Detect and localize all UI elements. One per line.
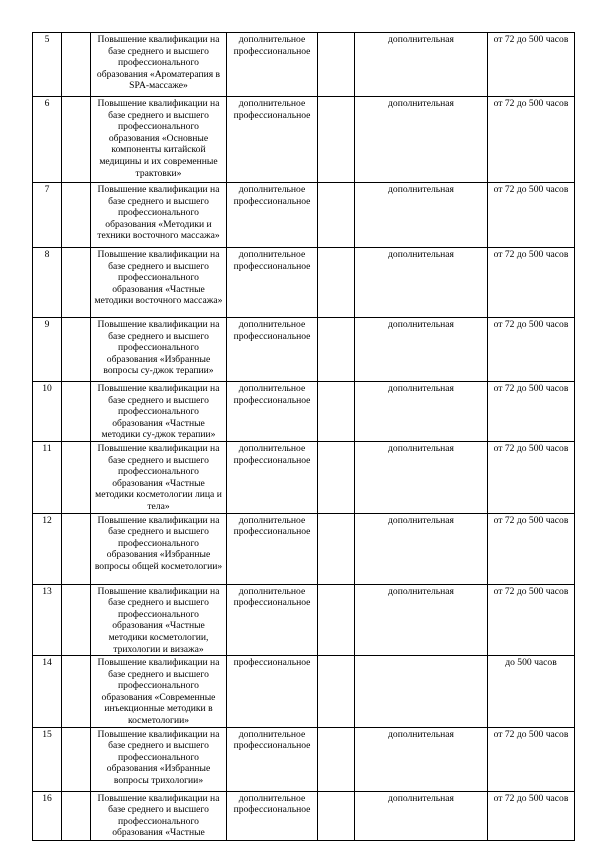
program-name: Повышение квалификации на базе среднего и высшего профессионального образования «Избранные вопросы общей косметологии» bbox=[91, 513, 227, 584]
education-type: профессиональное bbox=[227, 656, 318, 728]
program-duration: от 72 до 500 часов bbox=[488, 441, 575, 513]
row-number: 7 bbox=[33, 183, 62, 248]
program-kind: дополнительная bbox=[355, 33, 488, 97]
program-name: Повышение квалификации на базе среднего и высшего профессионального образования «Частные bbox=[91, 791, 227, 840]
table-row bbox=[33, 97, 575, 183]
empty-cell bbox=[62, 382, 91, 442]
table-row bbox=[33, 382, 575, 442]
program-kind: дополнительная bbox=[355, 513, 488, 584]
table-row bbox=[33, 513, 575, 584]
document-page bbox=[32, 32, 574, 841]
empty-cell bbox=[62, 791, 91, 840]
empty-cell bbox=[62, 513, 91, 584]
empty-cell bbox=[62, 248, 91, 318]
empty-cell bbox=[318, 183, 355, 248]
program-kind: дополнительная bbox=[355, 183, 488, 248]
empty-cell bbox=[62, 584, 91, 656]
empty-cell bbox=[318, 727, 355, 791]
table-row bbox=[33, 183, 575, 248]
empty-cell bbox=[62, 441, 91, 513]
empty-cell bbox=[62, 318, 91, 382]
row-number: 9 bbox=[33, 318, 62, 382]
row-number: 14 bbox=[33, 656, 62, 728]
program-duration: от 72 до 500 часов bbox=[488, 318, 575, 382]
program-name: Повышение квалификации на базе среднего и высшего профессионального образования «Ароматерапия в SPA-массаже» bbox=[91, 33, 227, 97]
program-kind: дополнительная bbox=[355, 791, 488, 840]
empty-cell bbox=[62, 97, 91, 183]
empty-cell bbox=[318, 584, 355, 656]
empty-cell bbox=[318, 441, 355, 513]
program-duration: до 500 часов bbox=[488, 656, 575, 728]
table-row bbox=[33, 584, 575, 656]
education-type: дополнительное профессиональное bbox=[227, 97, 318, 183]
row-number: 16 bbox=[33, 791, 62, 840]
empty-cell bbox=[318, 656, 355, 728]
row-number: 11 bbox=[33, 441, 62, 513]
program-kind: дополнительная bbox=[355, 318, 488, 382]
program-name: Повышение квалификации на базе среднего и высшего профессионального образования «Частные методики восточного массажа» bbox=[91, 248, 227, 318]
programs-table bbox=[32, 32, 575, 841]
table-row bbox=[33, 441, 575, 513]
program-duration: от 72 до 500 часов bbox=[488, 727, 575, 791]
table-row bbox=[33, 656, 575, 728]
program-kind: дополнительная bbox=[355, 727, 488, 791]
program-duration: от 72 до 500 часов bbox=[488, 97, 575, 183]
row-number: 13 bbox=[33, 584, 62, 656]
program-duration: от 72 до 500 часов bbox=[488, 183, 575, 248]
education-type: дополнительное профессиональное bbox=[227, 382, 318, 442]
empty-cell bbox=[318, 248, 355, 318]
empty-cell bbox=[62, 727, 91, 791]
education-type: дополнительное профессиональное bbox=[227, 33, 318, 97]
program-duration: от 72 до 500 часов bbox=[488, 382, 575, 442]
program-kind: дополнительная bbox=[355, 441, 488, 513]
empty-cell bbox=[318, 791, 355, 840]
program-kind bbox=[355, 656, 488, 728]
program-kind: дополнительная bbox=[355, 248, 488, 318]
program-duration: от 72 до 500 часов bbox=[488, 248, 575, 318]
program-name: Повышение квалификации на базе среднего и высшего профессионального образования «Методики и техники восточного массажа» bbox=[91, 183, 227, 248]
education-type: дополнительное профессиональное bbox=[227, 727, 318, 791]
program-duration: от 72 до 500 часов bbox=[488, 33, 575, 97]
program-name: Повышение квалификации на базе среднего и высшего профессионального образования «Частные методики косметологии, трихологии и визажа» bbox=[91, 584, 227, 656]
program-name: Повышение квалификации на базе среднего и высшего профессионального образования «Современные инъекционные методики в косметологии» bbox=[91, 656, 227, 728]
table-row bbox=[33, 727, 575, 791]
education-type: дополнительное профессиональное bbox=[227, 513, 318, 584]
row-number: 6 bbox=[33, 97, 62, 183]
row-number: 5 bbox=[33, 33, 62, 97]
row-number: 10 bbox=[33, 382, 62, 442]
education-type: дополнительное профессиональное bbox=[227, 183, 318, 248]
empty-cell bbox=[62, 183, 91, 248]
table-row bbox=[33, 791, 575, 840]
program-kind: дополнительная bbox=[355, 97, 488, 183]
empty-cell bbox=[318, 382, 355, 442]
program-duration: от 72 до 500 часов bbox=[488, 791, 575, 840]
empty-cell bbox=[318, 97, 355, 183]
empty-cell bbox=[318, 513, 355, 584]
empty-cell bbox=[318, 318, 355, 382]
education-type: дополнительное профессиональное bbox=[227, 584, 318, 656]
empty-cell bbox=[62, 33, 91, 97]
education-type: дополнительное профессиональное bbox=[227, 248, 318, 318]
program-name: Повышение квалификации на базе среднего и высшего профессионального образования «Избранные вопросы су-джок терапии» bbox=[91, 318, 227, 382]
program-name: Повышение квалификации на базе среднего и высшего профессионального образования «Избранные вопросы трихологии» bbox=[91, 727, 227, 791]
program-name: Повышение квалификации на базе среднего и высшего профессионального образования «Частные методики су-джок терапии» bbox=[91, 382, 227, 442]
program-kind: дополнительная bbox=[355, 584, 488, 656]
program-name: Повышение квалификации на базе среднего и высшего профессионального образования «Основные компоненты китайской медицины и их современные трактовки» bbox=[91, 97, 227, 183]
education-type: дополнительное профессиональное bbox=[227, 318, 318, 382]
education-type: дополнительное профессиональное bbox=[227, 441, 318, 513]
table-row bbox=[33, 248, 575, 318]
program-name: Повышение квалификации на базе среднего и высшего профессионального образования «Частные методики косметологии лица и тела» bbox=[91, 441, 227, 513]
table-row bbox=[33, 318, 575, 382]
empty-cell bbox=[62, 656, 91, 728]
program-duration: от 72 до 500 часов bbox=[488, 513, 575, 584]
row-number: 15 bbox=[33, 727, 62, 791]
row-number: 8 bbox=[33, 248, 62, 318]
program-kind: дополнительная bbox=[355, 382, 488, 442]
program-duration: от 72 до 500 часов bbox=[488, 584, 575, 656]
row-number: 12 bbox=[33, 513, 62, 584]
education-type: дополнительное профессиональное bbox=[227, 791, 318, 840]
table-row bbox=[33, 33, 575, 97]
empty-cell bbox=[318, 33, 355, 97]
